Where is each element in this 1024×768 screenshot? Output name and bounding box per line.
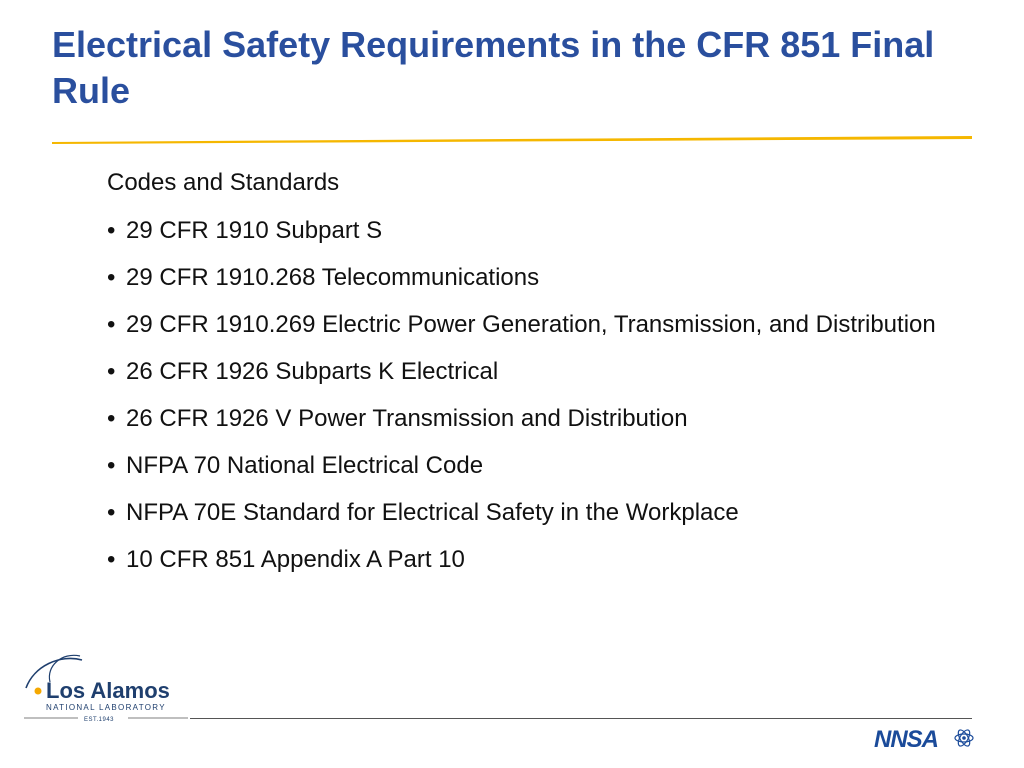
list-item — [107, 216, 967, 246]
los-alamos-logo — [20, 646, 188, 728]
nnsa-logo — [872, 724, 976, 752]
bullet-icon: • — [107, 264, 116, 291]
title-divider-stroke — [52, 136, 972, 144]
bullet-icon: • — [107, 546, 116, 573]
list-item — [107, 404, 967, 434]
list-item — [107, 310, 967, 340]
bullet-icon: • — [107, 499, 116, 526]
bullet-icon: • — [107, 311, 116, 338]
slide-body — [107, 168, 967, 592]
list-item — [107, 545, 967, 575]
list-item-text: 10 CFR 851 Appendix A Part 10 — [126, 546, 465, 573]
list-item — [107, 357, 967, 387]
list-item — [107, 263, 967, 293]
list-item-text: NFPA 70E Standard for Electrical Safety in the Workplace — [126, 499, 739, 526]
list-item-text: 26 CFR 1926 Subparts K Electrical — [126, 358, 499, 385]
nnsa-wordmark: NNSA — [874, 726, 939, 752]
bullet-icon: • — [107, 358, 116, 385]
bullet-icon: • — [107, 452, 116, 479]
bullet-list — [107, 216, 967, 575]
section-heading: Codes and Standards — [107, 169, 340, 196]
list-item-text: 29 CFR 1910.268 Telecommunications — [126, 264, 540, 291]
bullet-icon: • — [107, 217, 116, 244]
list-item-text: 29 CFR 1910 Subpart S — [126, 217, 383, 244]
bullet-icon: • — [107, 405, 116, 432]
slide-title: Electrical Safety Requirements in the CFR 851 Final Rule — [52, 24, 935, 111]
title-divider — [52, 136, 972, 144]
logo-subtitle: NATIONAL LABORATORY — [46, 703, 166, 712]
footer-divider — [190, 718, 972, 719]
list-item-text: 26 CFR 1926 V Power Transmission and Distribution — [126, 405, 688, 432]
logo-name: Los Alamos — [46, 678, 170, 703]
atom-icon — [955, 728, 973, 748]
logo-established: EST.1943 — [84, 717, 115, 723]
list-item-text: NFPA 70 National Electrical Code — [126, 452, 484, 479]
list-item — [107, 451, 967, 481]
list-item — [107, 498, 967, 528]
list-item-text: 29 CFR 1910.269 Electric Power Generation, Transmission, and Distribution — [126, 311, 936, 338]
